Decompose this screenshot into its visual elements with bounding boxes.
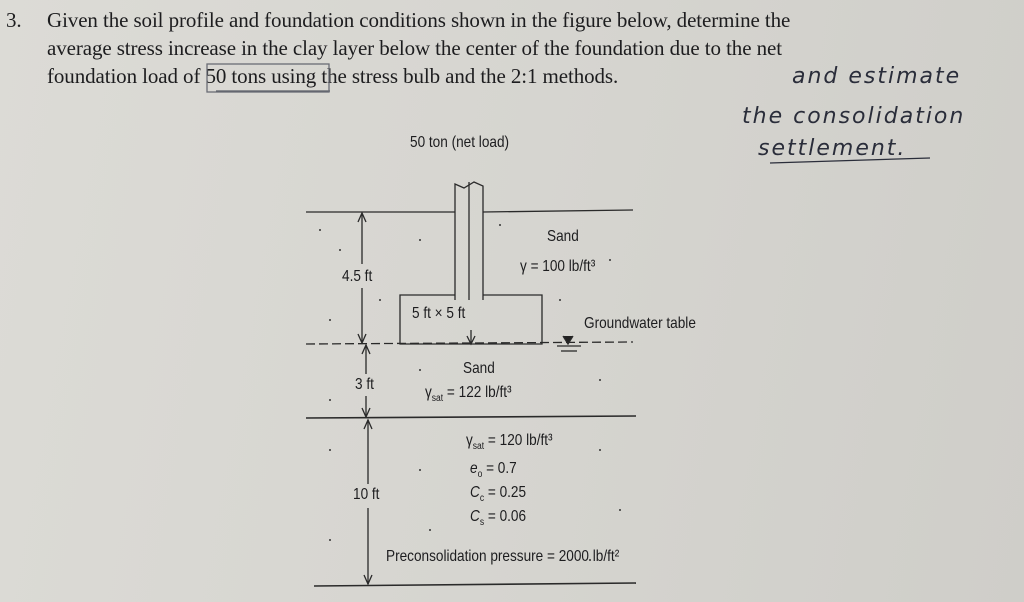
- top-sand-label: Sand: [547, 228, 579, 245]
- middle-sand-label: Sand: [463, 360, 495, 377]
- box-annotation: [207, 64, 329, 92]
- footing-size: 5 ft × 5 ft: [412, 305, 466, 322]
- problem-line-2: average stress increase in the clay layer below the center of the foundation due to the net: [47, 36, 782, 60]
- load-label: 50 ton (net load): [410, 134, 510, 151]
- note-line-3: settlement.: [758, 136, 907, 161]
- depth-10ft: 10 ft: [353, 486, 380, 503]
- problem-number: 3.: [6, 8, 22, 32]
- clay-top-boundary: [306, 416, 636, 418]
- clay-unit-weight: $\gamma_{sat} = 120$ lb/ft³: [466, 432, 553, 453]
- preconsolidation-pressure: Preconsolidation pressure = 2000 lb/ft²: [386, 548, 620, 565]
- clay-bottom-boundary: [314, 583, 636, 586]
- clay-compression-index: $C_c = 0.25$: [470, 484, 527, 505]
- top-sand-unit-weight: γ = 100 lb/ft³: [520, 258, 596, 275]
- note-line-1: and estimate: [792, 64, 962, 89]
- clay-void-ratio: $e_o = 0.7$: [470, 460, 517, 481]
- depth-4-5ft: 4.5 ft: [342, 268, 373, 285]
- depth-3ft: 3 ft: [355, 376, 374, 393]
- clay-swell-index: $C_s = 0.06$: [470, 508, 527, 529]
- note-line-2: the consolidation: [742, 104, 966, 129]
- middle-sand-unit-weight: $\gamma_{sat} = 122$ lb/ft³: [425, 384, 512, 405]
- problem-line-3: foundation load of 50 tons using the stress bulb and the 2:1 methods.: [47, 64, 619, 88]
- problem-line-1: Given the soil profile and foundation conditions shown in the figure below, determine the: [47, 8, 791, 32]
- groundwater-label: Groundwater table: [584, 315, 696, 332]
